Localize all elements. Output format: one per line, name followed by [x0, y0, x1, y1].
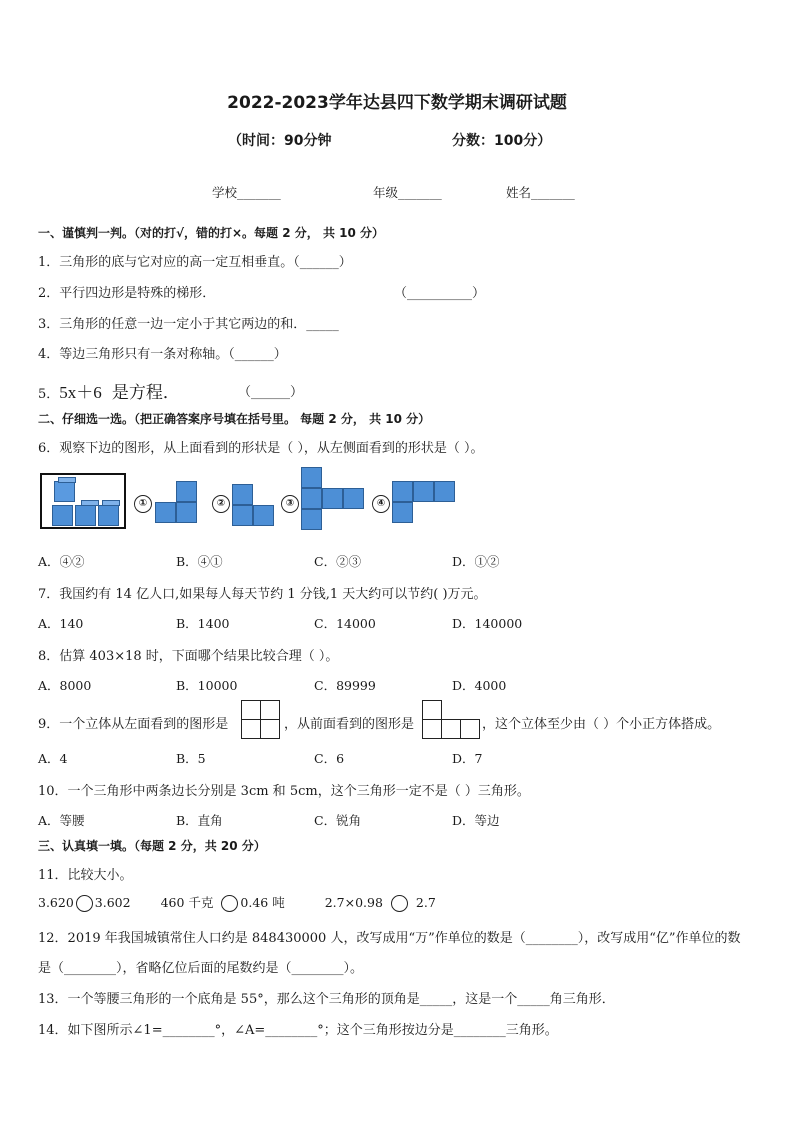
question-1: 1．三角形的底与它对应的高一定互相垂直。（______）: [38, 255, 352, 270]
compare-item: 0.46 吨: [240, 895, 285, 910]
q10-option-d[interactable]: D．等边: [452, 813, 500, 828]
q7-option-b[interactable]: B．1400: [176, 616, 230, 631]
compare-circle[interactable]: [391, 895, 408, 912]
grade-field[interactable]: 年级_______: [373, 185, 442, 200]
q9-option-a[interactable]: A．4: [38, 751, 68, 766]
q8-option-d[interactable]: D．4000: [452, 678, 507, 693]
q7-option-d[interactable]: D．140000: [452, 616, 523, 631]
name-field[interactable]: 姓名_______: [506, 185, 575, 200]
school-field[interactable]: 学校_______: [212, 185, 281, 200]
question-2-blank[interactable]: （__________）: [394, 286, 486, 301]
option-label-3: ③: [281, 495, 299, 513]
question-5-number: 5．: [38, 387, 60, 402]
question-4: 4．等边三角形只有一条对称轴。（______）: [38, 347, 287, 362]
q6-option-b[interactable]: B．④①: [176, 554, 223, 569]
compare-item: 2.7: [415, 895, 436, 910]
q10-option-b[interactable]: B．直角: [176, 813, 223, 828]
q6-option-c[interactable]: C．②③: [314, 554, 362, 569]
q10-option-a[interactable]: A．等腰: [38, 813, 85, 828]
question-9-part1: 9．一个立体从左面看到的图形是: [38, 717, 229, 732]
section3-heading: 三、认真填一填。（每题 2 分，共 20 分）: [38, 839, 266, 853]
q8-option-a[interactable]: A．8000: [38, 678, 92, 693]
question-5-blank[interactable]: （______）: [238, 385, 304, 400]
cube-stack-figure: [40, 473, 126, 529]
question-11: 11．比较大小。: [38, 868, 133, 883]
question-9-part2: ，从前面看到的图形是: [284, 717, 415, 732]
q9-option-c[interactable]: C．6: [314, 751, 345, 766]
question-3: 3．三角形的任意一边一定小于其它两边的和．_____: [38, 317, 339, 332]
option-label-1: ①: [134, 495, 152, 513]
q8-option-b[interactable]: B．10000: [176, 678, 238, 693]
option-label-4: ④: [372, 495, 390, 513]
question-5: [38, 378, 180, 403]
question-5-text: 是方程．: [111, 383, 180, 402]
section2-heading: 二、仔细选一选。（把正确答案序号填在括号里。 每题 2 分， 共 10 分）: [38, 412, 431, 426]
question-8: 8．估算 403×18 时，下面哪个结果比较合理（ ）。: [38, 649, 339, 664]
question-9-part3: ，这个立体至少由（ ）个小正方体搭成。: [482, 717, 721, 732]
question-7: 7．我国约有 14 亿人口,如果每人每天节约 1 分钱,1 天大约可以节约( )万元。: [38, 587, 487, 602]
compare-item: 3.620: [38, 895, 74, 910]
q9-option-d[interactable]: D．7: [452, 751, 483, 766]
compare-item: 3.602: [94, 895, 131, 910]
q6-option-d[interactable]: D．①②: [452, 554, 500, 569]
time-label: （时间：90分钟: [228, 133, 332, 149]
q8-option-c[interactable]: C．89999: [314, 678, 376, 693]
compare-row: [38, 893, 436, 912]
compare-item: 2.7×0.98: [324, 895, 383, 910]
compare-item: 460 千克: [160, 895, 214, 910]
q6-option-a[interactable]: A．④②: [38, 554, 85, 569]
q7-option-a[interactable]: A．140: [38, 616, 84, 631]
option-label-2: ②: [212, 495, 230, 513]
question-13: 13．一个等腰三角形的一个底角是 55°，那么这个三角形的顶角是_____，这是一个_____角三角形．: [38, 992, 615, 1007]
q9-option-b[interactable]: B．5: [176, 751, 206, 766]
question-2: 2．平行四边形是特殊的梯形．: [38, 286, 216, 301]
question-12-line2: 是（________），省略亿位后面的尾数约是（________）。: [38, 961, 364, 976]
score-label: 分数：100分）: [452, 133, 552, 149]
q7-option-c[interactable]: C．14000: [314, 616, 376, 631]
exam-title: 2022-2023学年达县四下数学期末调研试题: [227, 93, 567, 113]
q10-option-c[interactable]: C．锐角: [314, 813, 362, 828]
compare-circle[interactable]: [76, 895, 93, 912]
question-12-line1: 12．2019 年我国城镇常住人口约是 848430000 人，改写成用“万”作单位的数是（________），改写成用“亿”作单位的数: [38, 931, 741, 946]
question-6: 6．观察下边的图形，从上面看到的形状是（ ），从左侧面看到的形状是（ ）。: [38, 441, 484, 456]
compare-circle[interactable]: [221, 895, 238, 912]
question-5-equation: 5x＋6: [59, 383, 102, 402]
section1-heading: 一、谨慎判一判。（对的打√，错的打×。每题 2 分， 共 10 分）: [38, 226, 384, 240]
question-14: 14．如下图所示∠1=________°，∠A=________°；这个三角形按边分是________三角形。: [38, 1023, 558, 1038]
question-10: 10．一个三角形中两条边长分别是 3cm 和 5cm，这个三角形一定不是（ ）三角形。: [38, 784, 530, 799]
